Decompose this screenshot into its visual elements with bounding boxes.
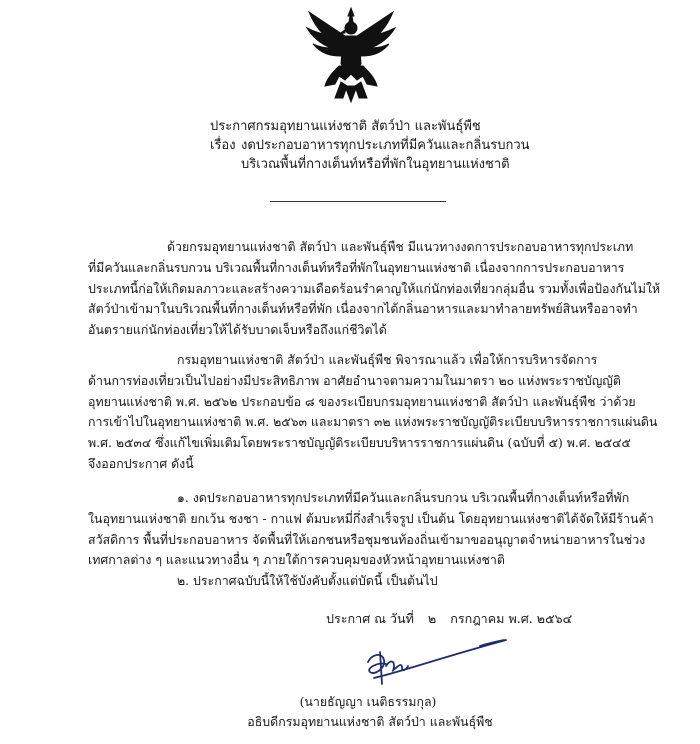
clause-2 xyxy=(88,571,663,592)
paragraph-line: ในอุทยานแห่งชาติ ยกเว้น ชงชา - กาแฟ ต้มบะหมี่กึ่งสำเร็จรูป เป็นต้น โดยอุทยานแห่งชาติได้จัดให้มีร้านค้า xyxy=(88,510,654,526)
paragraph-line: ที่มีควันและกลิ่นรบกวน บริเวณพื้นที่กางเต็นท์หรือที่พักในอุทยานแห่งชาติ เนื่องจากการประกอบอาหาร xyxy=(88,259,625,275)
subject-label: เรื่อง xyxy=(210,138,236,153)
paragraph-line: เทศกาลต่าง ๆ และแนวทางอื่น ๆ ภายใต้การควบคุมของหัวหน้าอุทยานแห่งชาติ xyxy=(88,552,505,568)
paragraph-line: จึงออกประกาศ ดังนี้ xyxy=(88,455,194,471)
signature-icon xyxy=(360,632,510,692)
paragraph-line: ๑. งดประกอบอาหารทุกประเภทที่มีควันและกลิ่นรบกวน บริเวณพื้นที่กางเต็นท์หรือที่พัก xyxy=(177,490,630,505)
paragraph-line: อันตรายแก่นักท่องเที่ยวให้ได้รับบาดเจ็บหรือถึงแก่ชีวิตได้ xyxy=(88,322,387,338)
paragraph-background xyxy=(88,237,663,341)
date-month-year: กรกฎาคม พ.ศ. ๒๕๖๔ xyxy=(450,611,573,626)
paragraph-line: สัตว์ป่าเข้ามาในบริเวณพื้นที่กางเต็นท์หรือที่พัก เนื่องจากได้กลิ่นอาหารและมาทำลายทรัพย์สินหรืออาจทำ xyxy=(88,301,638,317)
signer-title: อธิบดีกรมอุทยานแห่งชาติ สัตว์ป่า และพันธุ์พืช xyxy=(247,714,493,729)
subject-line-2: บริเวณพื้นที่กางเต็นท์หรือที่พักในอุทยานแห่งชาติ xyxy=(241,157,510,172)
subject-line-1: งดประกอบอาหารทุกประเภทที่มีควันและกลิ่นรบกวน xyxy=(241,138,530,153)
heading-divider xyxy=(270,201,446,202)
garuda-emblem-icon xyxy=(305,6,397,104)
heading-title: ประกาศกรมอุทยานแห่งชาติ สัตว์ป่า และพันธุ์พืช xyxy=(210,119,481,134)
signer-name: (นายธัญญา เนติธรรมกุล) xyxy=(299,694,437,709)
paragraph-authority xyxy=(88,350,663,475)
paragraph-line: ด้วยกรมอุทยานแห่งชาติ สัตว์ป่า และพันธุ์พืช มีแนวทางงดการประกอบอาหารทุกประเภท xyxy=(167,239,634,254)
paragraph-line: กรมอุทยานแห่งชาติ สัตว์ป่า และพันธุ์พืช พิจารณาแล้ว เพื่อให้การบริหารจัดการ xyxy=(177,352,598,367)
date-day: ๒ xyxy=(427,611,437,626)
paragraph-line: อุทยานแห่งชาติ พ.ศ. ๒๕๖๒ ประกอบข้อ ๘ ของระเบียบกรมอุทยานแห่งชาติ สัตว์ป่า และพันธุ์พืช ว่าด้วย xyxy=(88,393,636,409)
paragraph-line: ประเภทนี้ก่อให้เกิดมลภาวะและสร้างความเดือดร้อนรำคาญให้แก่นักท่องเที่ยวกลุ่มอื่น รวมทั้งเพื่อป้องกันไม่ให้ xyxy=(88,280,661,296)
paragraph-line: ด้านการท่องเที่ยวเป็นไปอย่างมีประสิทธิภาพ อาศัยอำนาจตามความในมาตรา ๒๐ แห่งพระราชบัญญัติ xyxy=(88,372,621,388)
paragraph-line: การเข้าไปในอุทยานแห่งชาติ พ.ศ. ๒๕๖๓ และมาตรา ๓๒ แห่งพระราชบัญญัติระเบียบบริหารราชการแผ่นดิน xyxy=(88,414,658,430)
paragraph-line: พ.ศ. ๒๕๓๔ ซึ่งแก้ไขเพิ่มเติมโดยพระราชบัญญัติระเบียบบริหารราชการแผ่นดิน (ฉบับที่ ๕) พ.ศ. ๒๕๔๕ xyxy=(88,435,631,451)
announcement-heading xyxy=(210,117,630,174)
clause-1 xyxy=(88,488,663,571)
announcement-date xyxy=(326,609,572,629)
date-prefix: ประกาศ ณ วันที่ xyxy=(326,611,414,626)
paragraph-line: ๒. ประกาศฉบับนี้ให้ใช้บังคับตั้งแต่บัดนี้ เป็นต้นไป xyxy=(177,573,438,588)
paragraph-line: สวัสดิการ พื้นที่ประกอบอาหาร จัดพื้นที่ให้เอกชนหรือชุมชนท้องถิ่นเข้ามาขออนุญาตจำหน่ายอาหารในช่วง xyxy=(88,531,646,547)
